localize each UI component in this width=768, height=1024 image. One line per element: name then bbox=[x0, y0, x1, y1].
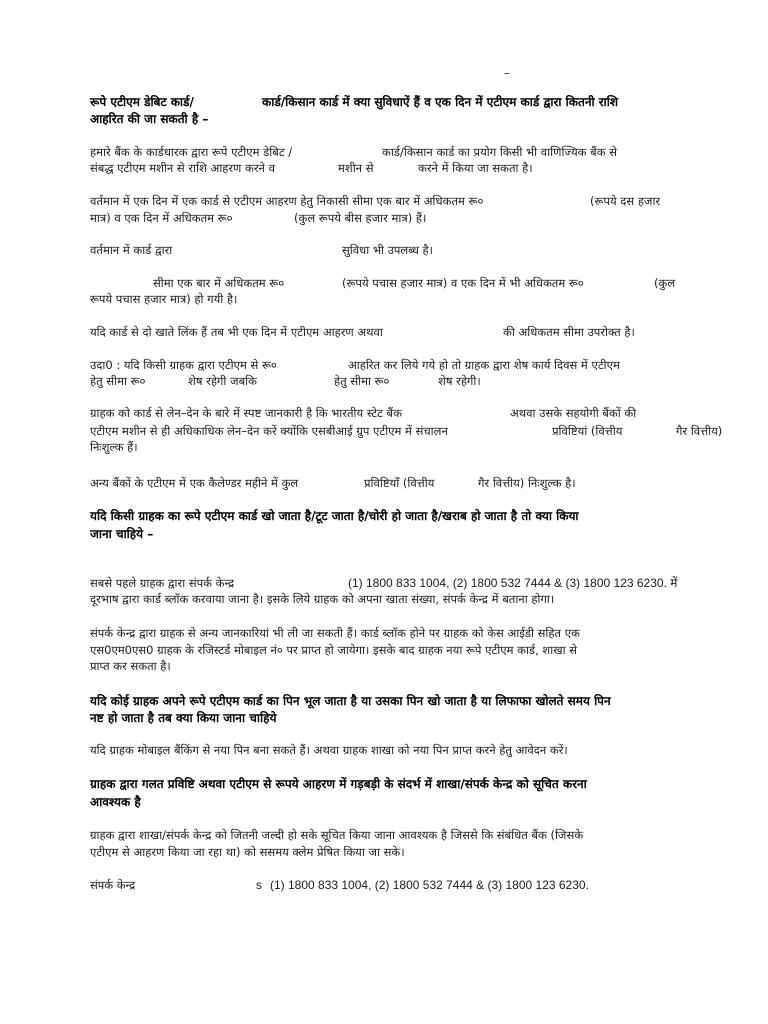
para4-line1-part2: (रूपये पचास हजार मात्र) व एक दिन में भी अधिकतम रू० bbox=[342, 276, 584, 290]
section2-heading-line1: यदि किसी ग्राहक का रूपे एटीएम कार्ड खो जाता है/टूट जाता है/चोरी हो जाता है/खराब हो जाता है तो क्या किया bbox=[90, 509, 579, 523]
s4-para1-line2: एटीएम से आहरण किया जा रहा था) को ससमय क्लेम प्रेषित किया जा सके। bbox=[90, 845, 405, 859]
s2-para2-line2: एस0एम0एस0 ग्राहक के रजिस्टर्ड मोबाइल नं० पर प्राप्त हो जायेगा। इसके बाद ग्राहक नया रूपे एटीएम कार्ड, शाखा से bbox=[90, 643, 578, 657]
para8-line1-part2: प्रविष्टियाँ (वित्तीय bbox=[364, 476, 435, 490]
para6-line2-part3: हेतु सीमा रू० bbox=[334, 374, 390, 388]
para2-line1-part1: वर्तमान में एक दिन में एक कार्ड से एटीएम आहरण हेतु निकासी सीमा एक बार में अधिकतम रू० bbox=[90, 194, 484, 208]
s2-para1-line2: दूरभाष द्वारा कार्ड ब्लॉक करवाया जाना है। इसके लिये ग्राहक को अपना खाता संख्या, संपर्क केन्द्र में बताना होगा। bbox=[90, 592, 555, 606]
para1-line2-part1: संबद्ध एटीएम मशीन से राशि आहरण करने व bbox=[90, 161, 275, 175]
contact-numbers: (1) 1800 833 1004, (2) 1800 532 7444 & (3) 1800 123 6230. में bbox=[348, 576, 678, 590]
para6-line2-part2: शेष रहेगी जबकि bbox=[188, 374, 257, 388]
para5-line1-part2: की अधिकतम सीमा उपरोक्त है। bbox=[503, 325, 635, 339]
para2-line2-part1: मात्र) व एक दिन में अधिकतम रू० bbox=[90, 211, 233, 225]
contact-stray-letter: s bbox=[256, 878, 262, 892]
para1-line2-part2: मशीन से bbox=[338, 161, 374, 175]
s2-para2-line1: संपर्क केन्द्र द्वारा ग्राहक से अन्य जानकारियां भी ली जा सकती हैं। कार्ड ब्लॉक होने पर ग्राहक को केस आईडी सहित एक bbox=[90, 626, 580, 640]
para5-line1-part1: यदि कार्ड से दो खाते लिंक हैं तब भी एक दिन में एटीएम आहरण अथवा bbox=[90, 325, 383, 339]
para2-line2-part2: (कुल रूपये बीस हजार मात्र) हैं। bbox=[294, 211, 427, 225]
para6-line2-part4: शेष रहेगी। bbox=[438, 374, 481, 388]
para6-line1-part2: आहरित कर लिये गये हो तो ग्राहक द्वारा शेष कार्य दिवस में एटीएम bbox=[348, 358, 620, 372]
section1-heading-part2: कार्ड/किसान कार्ड में क्या सुविधाऐं हैं व एक दिन में एटीएम कार्ड द्वारा कितनी राशि bbox=[262, 95, 619, 109]
para7-line1-part2: अथवा उसके सहयोगी बैंकों की bbox=[510, 406, 637, 420]
para7-line2-part3: गैर वित्तीय) bbox=[676, 424, 723, 438]
para7-line3: निःशुल्क हैं। bbox=[90, 440, 138, 454]
para3-line1-part2: सुविधा भी उपलब्ध है। bbox=[342, 243, 434, 257]
s3-para1-line1: यदि ग्राहक मोबाइल बैंकिंग से नया पिन बना सकते हैं। अथवा ग्राहक शाखा को नया पिन प्राप्त करने हेतु आवेदन करें। bbox=[90, 743, 568, 757]
para7-line2-part1: एटीएम मशीन से ही अधिकाधिक लेन–देन करें क्योंकि एसबीआई ग्रुप एटीएम में संचालन bbox=[90, 424, 448, 438]
section4-heading-line1: ग्राहक द्वारा गलत प्रविष्टि अथवा एटीएम से रूपये आहरण में गड़बड़ी के संदर्भ में शाखा/संपर्क केन्द्र को सूचित करना bbox=[90, 777, 587, 791]
para4-line2: रूपये पचास हजार मात्र) हो गयी है। bbox=[90, 292, 238, 306]
para2-line1-part2: (रूपये दस हजार bbox=[590, 194, 661, 208]
para7-line2-part2: प्रविष्टियां (वित्तीय bbox=[552, 424, 623, 438]
para6-line2-part1: हेतु सीमा रू० bbox=[90, 374, 146, 388]
s2-para1-line1-part1: सबसे पहले ग्राहक द्वारा संपर्क केन्द्र bbox=[90, 576, 235, 590]
para8-line1-part1: अन्य बैंकों के एटीएम में एक कैलेण्डर महीने में कुल bbox=[90, 476, 299, 490]
section2-heading-line2: जाना चाहिये – bbox=[90, 527, 154, 541]
para4-line1-part3: (कुल bbox=[654, 276, 676, 290]
para1-line1-part2: कार्ड/किसान कार्ड का प्रयोग किसी भी वाणिज्यिक बैंक से bbox=[382, 145, 617, 159]
contact-numbers-footer: (1) 1800 833 1004, (2) 1800 532 7444 & (3) 1800 123 6230. bbox=[270, 878, 589, 892]
para1-line1-part1: हमारे बैंक के कार्डधारक द्वारा रूपे एटीएम डेबिट / bbox=[90, 145, 293, 159]
contact-center-label: संपर्क केन्द्र bbox=[90, 878, 136, 892]
section3-heading-line1: यदि कोई ग्राहक अपने रूपे एटीएम कार्ड का पिन भूल जाता है या उसका पिन खो जाता है या लिफाफा खोलते समय पिन bbox=[90, 694, 611, 708]
section4-heading-line2: आवश्यक है bbox=[90, 795, 141, 809]
para1-line2-part3: करने में किया जा सकता है। bbox=[418, 161, 533, 175]
section3-heading-line2: नष्ट हो जाता है तब क्या किया जाना चाहिये bbox=[90, 711, 277, 725]
s4-para1-line1: ग्राहक द्वारा शाखा/संपर्क केन्द्र को जितनी जल्दी हो सके सूचित किया जाना आवश्यक है जिससे कि संबंधित बैंक (जिसके bbox=[90, 828, 584, 842]
header-dash: – bbox=[504, 66, 510, 80]
para8-line1-part3: गैर वित्तीय) निःशुल्क है। bbox=[478, 476, 576, 490]
para3-line1-part1: वर्तमान में कार्ड द्वारा bbox=[90, 243, 173, 257]
s2-para2-line3: प्राप्त कर सकता है। bbox=[90, 659, 171, 673]
para4-line1-part1: सीमा एक बार में अधिकतम रू० bbox=[153, 276, 285, 290]
para6-line1-part1: उदा0 : यदि किसी ग्राहक द्वारा एटीएम से रू० bbox=[90, 358, 277, 372]
section1-heading-part1: रूपे एटीएम डेबिट कार्ड/ bbox=[90, 95, 194, 109]
para7-line1-part1: ग्राहक को कार्ड से लेन–देन के बारे में स्पष्ट जानकारी है कि भारतीय स्टेट बैंक bbox=[90, 406, 402, 420]
section1-heading-line2: आहरित की जा सकती है – bbox=[90, 112, 209, 126]
